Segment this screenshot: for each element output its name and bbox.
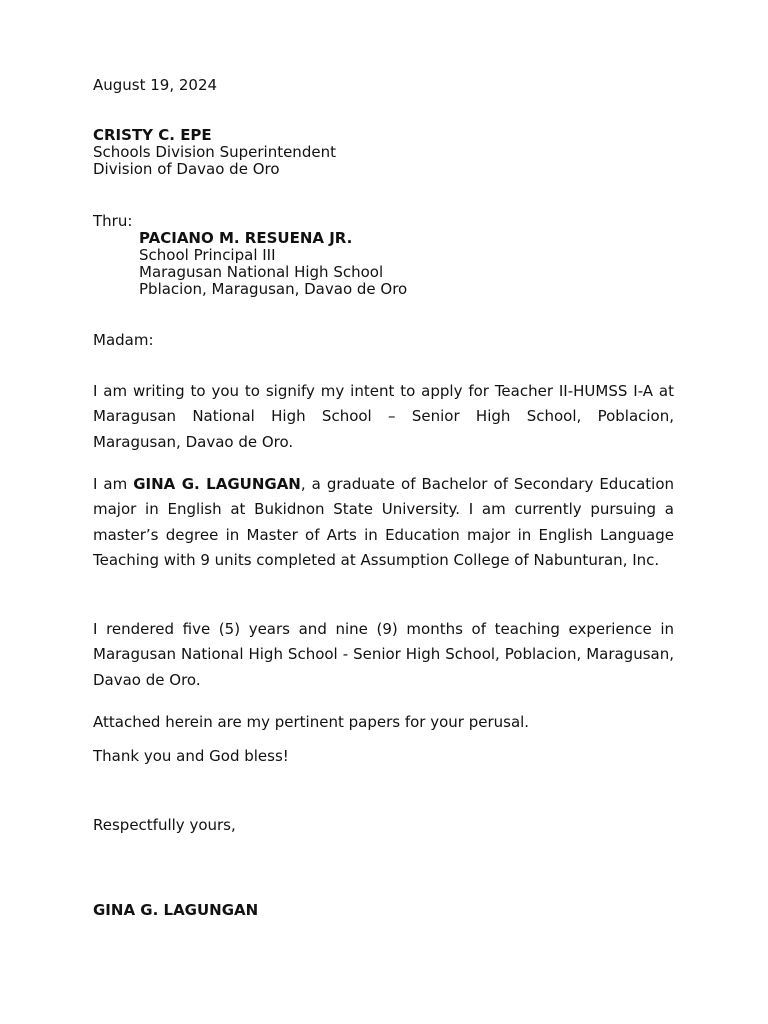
body-paragraph-attachments: Attached herein are my pertinent papers for your perusal. bbox=[93, 713, 530, 731]
body-paragraph-background bbox=[93, 472, 674, 573]
paragraph-suffix: , a graduate of Bachelor of Secondary Education major in English at Bukidnon State University. I am currently pursuing a master’s degree in Master of Arts in Education major in English Language Teaching with 9 units completed at Assumption College of Nabunturan, Inc. bbox=[93, 475, 675, 569]
paragraph-prefix: I am bbox=[93, 475, 134, 493]
signature-name: GINA G. LAGUNGAN bbox=[93, 901, 259, 919]
thru-title: School Principal III bbox=[139, 246, 276, 264]
recipient-title: Schools Division Superintendent bbox=[93, 143, 336, 161]
salutation: Madam: bbox=[93, 331, 154, 349]
closing: Respectfully yours, bbox=[93, 816, 236, 834]
body-paragraph-intent: I am writing to you to signify my intent to apply for Teacher II-HUMSS I-A at Maragusan National High School – Senior High School, Poblacion, Maragusan, Davao de Oro. bbox=[93, 382, 674, 451]
recipient-name: CRISTY C. EPE bbox=[93, 126, 212, 144]
thru-school: Maragusan National High School bbox=[139, 263, 384, 281]
thru-address: Pblacion, Maragusan, Davao de Oro bbox=[139, 280, 408, 298]
applicant-name-inline: GINA G. LAGUNGAN bbox=[133, 475, 301, 493]
letter-page bbox=[93, 0, 674, 1024]
body-paragraph-thanks: Thank you and God bless! bbox=[93, 747, 289, 765]
thru-label: Thru: bbox=[93, 212, 133, 230]
recipient-division: Division of Davao de Oro bbox=[93, 160, 280, 178]
body-paragraph-experience: I rendered five (5) years and nine (9) months of teaching experience in Maragusan National High School - Senior High School, Poblacion, Maragusan, Davao de Oro. bbox=[93, 620, 674, 689]
thru-name: PACIANO M. RESUENA JR. bbox=[139, 229, 353, 247]
letter-date: August 19, 2024 bbox=[93, 76, 218, 94]
